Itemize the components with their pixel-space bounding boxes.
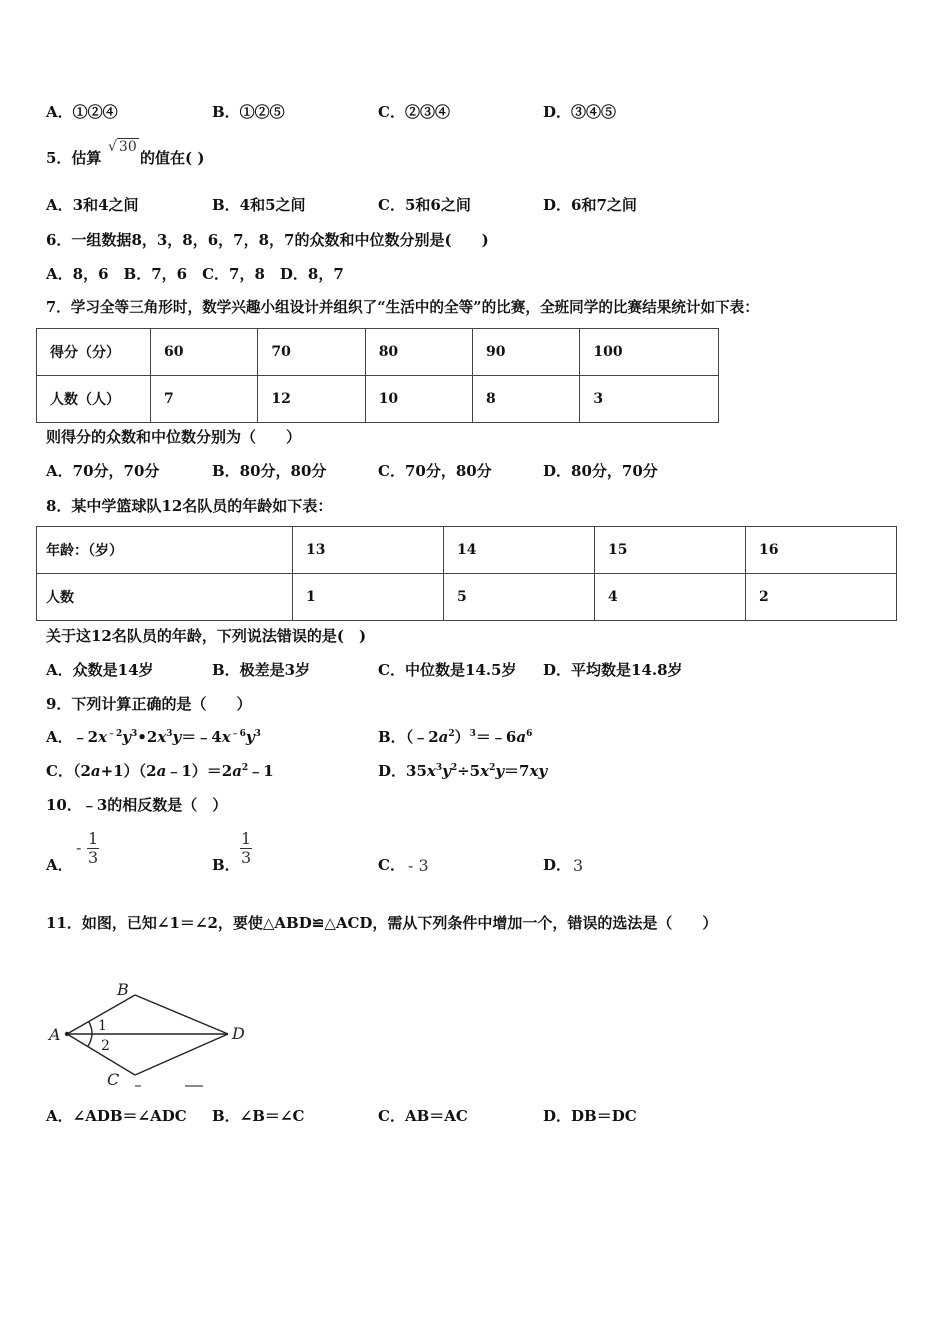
segment-bd	[135, 995, 228, 1034]
q4-option-a: A．①②④	[46, 103, 118, 121]
table-cell: 10	[365, 376, 472, 423]
q4-option-b: B．①②⑤	[212, 103, 285, 121]
label-d: D	[232, 1024, 245, 1043]
q6-options: A．8，6 B．7，6 C．7，8 D．8，7	[46, 265, 344, 283]
angle-1-arc	[89, 1022, 92, 1034]
table-cell: 12	[258, 376, 365, 423]
table-cell: 80	[365, 329, 472, 376]
q10-b-denominator: 3	[241, 848, 252, 867]
table-cell: 13	[293, 527, 444, 574]
q10-option-d-value: 3	[573, 856, 584, 875]
table-cell: 5	[444, 574, 595, 621]
q8-options	[0, 660, 950, 680]
q10-b-fraction	[240, 830, 252, 867]
q8-option-c: C．中位数是14.5岁	[378, 661, 517, 679]
table-cell: 2	[746, 574, 897, 621]
table-cell: 70	[258, 329, 365, 376]
table-cell: 14	[444, 527, 595, 574]
q9-option-b: B．$(﹣2a^2)^3=﹣6a^6$	[378, 728, 533, 746]
table-row	[37, 574, 897, 621]
q5-stem-suffix: 的值在( )	[140, 149, 205, 167]
label-a: A	[49, 1025, 61, 1044]
table-cell: 4	[595, 574, 746, 621]
table-cell: 人数	[37, 574, 293, 621]
q6-stem: 6．一组数据8，3，8，6，7，8，7的众数和中位数分别是( )	[46, 231, 489, 249]
table-cell: 15	[595, 527, 746, 574]
q11-figure	[45, 975, 265, 1090]
q8-option-d: D．平均数是14.8岁	[543, 661, 683, 679]
q10-b-numerator: 1	[241, 829, 252, 848]
q10-option-b-label: B．	[212, 856, 240, 874]
q10-stem: 10．﹣3的相反数是（ ）	[46, 796, 228, 814]
table-row	[37, 329, 719, 376]
option-label: C．	[46, 762, 73, 780]
q10-option-a-value	[76, 830, 99, 867]
q8-stem: 8．某中学篮球队12名队员的年龄如下表：	[46, 497, 333, 515]
q4-options	[0, 102, 950, 122]
q8-age-table	[36, 526, 897, 621]
q9-option-c: C．$(2a+1)(2a﹣1)=2a^2﹣1$	[46, 762, 274, 780]
table-cell: 60	[151, 329, 258, 376]
q5-stem-prefix: 5．估算	[46, 149, 102, 167]
q5-sqrt: √ 30	[108, 139, 137, 155]
q7-score-table	[36, 328, 719, 423]
q8-question: 关于这12名队员的年龄，下列说法错误的是( )	[46, 627, 367, 645]
q11-option-a: A．∠ADB＝∠ADC	[46, 1107, 187, 1125]
q7-option-c: C．70分，80分	[378, 462, 492, 480]
q7-question: 则得分的众数和中位数分别为（ ）	[46, 428, 302, 446]
option-label: D．	[378, 762, 407, 780]
table-cell: 得分（分）	[37, 329, 151, 376]
q9-stem: 9．下列计算正确的是（ ）	[46, 695, 252, 713]
q9-option-a: A．$﹣2x^{﹣2}y^3•2x^3y=﹣4x^{﹣6}y^3$	[46, 728, 261, 746]
q10-option-d-label: D．	[543, 856, 572, 874]
q10-option-c-value: - 3	[408, 856, 429, 875]
q11-option-c: C．AB＝AC	[378, 1107, 468, 1125]
q7-stem: 7．学习全等三角形时，数学兴趣小组设计并组织了“生活中的全等”的比赛，全班同学的比赛结果统计如下表：	[46, 299, 759, 316]
q11-options	[0, 1106, 950, 1126]
q9-option-d: D．$35x^3y^2\div 5x^2y=7xy$	[378, 762, 548, 780]
table-cell: 16	[746, 527, 897, 574]
label-b: B	[117, 980, 129, 999]
q7-option-d: D．80分，70分	[543, 462, 658, 480]
label-c: C	[107, 1070, 120, 1089]
table-row	[37, 376, 719, 423]
label-angle-1: 1	[98, 1018, 107, 1034]
q10-option-c-label: C．	[378, 856, 405, 874]
angle-2-arc	[88, 1034, 92, 1046]
q10-a-sign: -	[76, 838, 82, 857]
q5-radicand: 30	[118, 139, 137, 155]
label-angle-2: 2	[101, 1038, 110, 1054]
table-cell: 90	[473, 329, 580, 376]
table-cell: 3	[580, 376, 719, 423]
table-cell: 8	[473, 376, 580, 423]
q11-option-d: D．DB＝DC	[543, 1107, 637, 1125]
q7-option-a: A．70分，70分	[46, 462, 160, 480]
segment-cd	[135, 1034, 228, 1075]
q7-option-b: B．80分，80分	[212, 462, 327, 480]
q5-options	[0, 195, 950, 215]
option-label: A．	[46, 728, 73, 746]
q4-option-d: D．③④⑤	[543, 103, 617, 121]
q5-option-d: D．6和7之间	[543, 196, 637, 214]
q8-option-a: A．众数是14岁	[46, 661, 154, 679]
table-cell: 人数（人）	[37, 376, 151, 423]
q5-option-a: A．3和4之间	[46, 196, 139, 214]
q7-options	[0, 461, 950, 481]
q10-option-a-label: A．	[46, 856, 73, 874]
q8-option-b: B．极差是3岁	[212, 661, 311, 679]
option-label: B．	[378, 728, 406, 746]
q5-option-c: C．5和6之间	[378, 196, 471, 214]
q11-option-b: B．∠B＝∠C	[212, 1107, 305, 1125]
q4-option-c: C．②③④	[378, 103, 450, 121]
q11-stem: 11．如图，已知∠1＝∠2，要使△ABD≌△ACD，需从下列条件中增加一个，错误的选法是（ ）	[46, 914, 718, 932]
table-cell: 7	[151, 376, 258, 423]
q10-option-b-value	[240, 830, 252, 867]
q5-option-b: B．4和5之间	[212, 196, 306, 214]
table-cell: 1	[293, 574, 444, 621]
table-row	[37, 527, 897, 574]
q10-a-numerator: 1	[87, 829, 99, 848]
point-a	[65, 1032, 69, 1036]
q10-a-denominator: 3	[87, 848, 99, 867]
table-cell: 年龄：（岁）	[37, 527, 293, 574]
table-cell: 100	[580, 329, 719, 376]
q10-a-fraction	[87, 830, 99, 867]
